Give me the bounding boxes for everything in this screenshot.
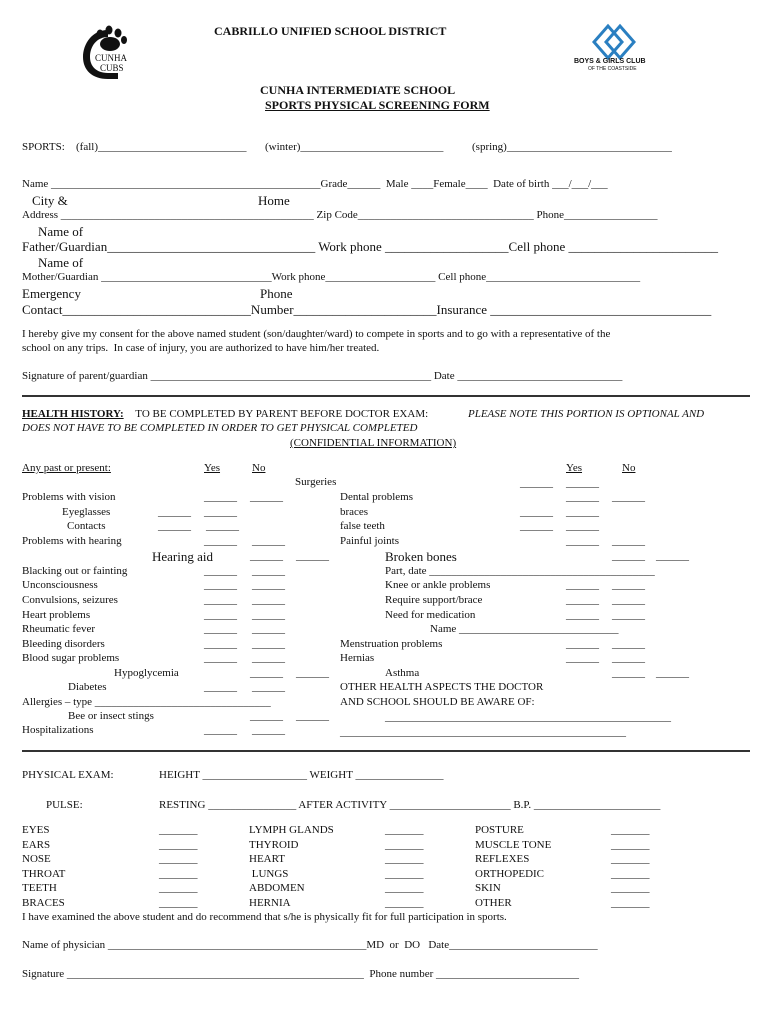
item-heart-problems: Heart problems <box>22 609 91 621</box>
item-surgeries: Surgeries <box>295 476 337 488</box>
item-eyeglasses: Eyeglasses <box>62 506 111 518</box>
exam-braces: BRACES <box>22 897 65 909</box>
consent-text-2: school on any trips. In case of injury, you are authorized to have him/her treated. <box>22 342 380 354</box>
physician-name-line[interactable]: Name of physician _______________________________________________MD or DO Date___________________________ <box>22 939 598 951</box>
sports-winter-field[interactable]: (winter)__________________________ <box>265 141 444 153</box>
item-bleeding-disorders: Bleeding disorders <box>22 638 105 650</box>
no-blank[interactable]: ______ <box>656 667 689 679</box>
health-history-note-1: PLEASE NOTE THIS PORTION IS OPTIONAL AND <box>468 408 705 420</box>
yes-blank[interactable]: ______ <box>566 491 599 503</box>
item-hernias: Hernias <box>340 652 375 664</box>
exam-heart: HEART <box>249 853 286 865</box>
item-blacking-out: Blacking out or fainting <box>22 565 128 577</box>
no-blank[interactable]: ______ <box>566 506 599 518</box>
item-diabetes: Diabetes <box>68 681 107 693</box>
exam-blank[interactable]: _______ <box>611 853 650 865</box>
emergency-label: Emergency <box>22 286 81 301</box>
yes-blank[interactable]: ______ <box>566 652 599 664</box>
health-history-heading: HEALTH HISTORY: <box>22 408 124 420</box>
yes-blank[interactable]: ______ <box>520 506 553 518</box>
no-blank[interactable]: ______ <box>204 506 237 518</box>
exam-thyroid: THYROID <box>249 839 299 851</box>
item-support-brace: Require support/brace <box>385 594 483 606</box>
no-blank[interactable]: ______ <box>566 520 599 532</box>
exam-blank[interactable]: _______ <box>385 868 424 880</box>
item-medication: Need for medication <box>385 609 476 621</box>
exam-nose: NOSE <box>22 853 51 865</box>
no-blank[interactable]: ______ <box>252 535 285 547</box>
pulse-label: PULSE: <box>46 799 83 811</box>
yes-blank[interactable]: ______ <box>204 623 237 635</box>
home-label: Home <box>258 193 290 208</box>
school-name: CUNHA INTERMEDIATE SCHOOL <box>260 83 456 97</box>
exam-blank[interactable]: _______ <box>611 868 650 880</box>
exam-skin: SKIN <box>475 882 501 894</box>
no-blank[interactable]: ______ <box>612 579 645 591</box>
emergency-contact-line[interactable]: Contact_____________________________Number______________________Insurance __________________________________ <box>22 302 712 317</box>
item-broken-bones: Broken bones <box>385 549 457 564</box>
exam-throat: THROAT <box>22 868 66 880</box>
exam-blank[interactable]: _______ <box>611 897 650 909</box>
father-guardian-line[interactable]: Father/Guardian________________________________ Work phone ___________________Cell phone _______________________ <box>22 239 718 254</box>
exam-blank[interactable]: _______ <box>159 868 198 880</box>
yes-blank[interactable]: ______ <box>204 579 237 591</box>
other-health-aspects-1: OTHER HEALTH ASPECTS THE DOCTOR <box>340 681 544 693</box>
other-aspects-line-2[interactable]: ____________________________________________________ <box>340 726 626 738</box>
exam-blank[interactable]: _______ <box>159 897 198 909</box>
exam-blank[interactable]: _______ <box>611 839 650 851</box>
item-hypoglycemia: Hypoglycemia <box>114 667 179 679</box>
no-blank[interactable]: ______ <box>612 535 645 547</box>
logo-text-cunha: CUNHA <box>95 53 128 63</box>
height-weight-line[interactable]: HEIGHT ___________________ WEIGHT ________________ <box>159 769 444 781</box>
yes-blank[interactable]: ______ <box>612 550 645 562</box>
no-blank[interactable]: ______ <box>296 550 329 562</box>
yes-blank[interactable]: ______ <box>566 535 599 547</box>
mother-guardian-line[interactable]: Mother/Guardian _______________________________Work phone____________________ Cell phone____________________________ <box>22 271 641 283</box>
phone-label: Phone <box>260 286 293 301</box>
yes-blank[interactable]: ______ <box>204 491 237 503</box>
yes-header-right: Yes <box>566 462 583 474</box>
boys-girls-club-logo <box>572 20 672 76</box>
no-blank[interactable]: ______ <box>296 710 329 722</box>
no-blank[interactable]: ______ <box>612 491 645 503</box>
no-blank[interactable]: ______ <box>252 594 285 606</box>
item-problems-vision: Problems with vision <box>22 491 116 503</box>
district-title: CABRILLO UNIFIED SCHOOL DISTRICT <box>214 24 447 38</box>
exam-blank[interactable]: _______ <box>385 839 424 851</box>
logo-text-cubs: CUBS <box>100 63 124 73</box>
exam-eyes: EYES <box>22 824 50 836</box>
address-line[interactable]: Address ______________________________________________ Zip Code________________________________ Phone_________________ <box>22 209 658 221</box>
no-blank[interactable]: ______ <box>612 609 645 621</box>
exam-teeth: TEETH <box>22 882 57 894</box>
any-past-label: Any past or present: <box>22 462 111 474</box>
yes-blank[interactable]: ______ <box>250 667 283 679</box>
exam-blank[interactable]: _______ <box>159 853 198 865</box>
yes-blank[interactable]: ______ <box>204 535 237 547</box>
club-subtitle: OF THE COASTSIDE <box>588 66 637 72</box>
pulse-line[interactable]: RESTING ________________ AFTER ACTIVITY ______________________ B.P. _______________________ <box>159 799 661 811</box>
item-asthma: Asthma <box>385 667 420 679</box>
no-blank[interactable]: ______ <box>206 520 239 532</box>
confidential-label: (CONFIDENTIAL INFORMATION) <box>290 437 457 449</box>
exam-blank[interactable]: _______ <box>159 882 198 894</box>
exam-blank[interactable]: _______ <box>159 839 198 851</box>
no-blank[interactable]: ______ <box>566 477 599 489</box>
item-convulsions: Convulsions, seizures <box>22 594 118 606</box>
sports-label: SPORTS: <box>22 141 65 153</box>
parent-signature-line[interactable]: Signature of parent/guardian ___________________________________________________ Date ______________________________ <box>22 370 623 382</box>
yes-blank[interactable]: ______ <box>520 520 553 532</box>
yes-blank[interactable]: ______ <box>204 609 237 621</box>
yes-blank[interactable]: ______ <box>204 681 237 693</box>
consent-text-1: I hereby give my consent for the above named student (son/daughter/ward) to compete in sports and to go with a representative of the <box>22 328 611 340</box>
name-of-label-1: Name of <box>38 224 84 239</box>
yes-blank[interactable]: ______ <box>204 565 237 577</box>
city-label: City & <box>32 193 68 208</box>
yes-blank[interactable]: ______ <box>204 638 237 650</box>
exam-other: OTHER <box>475 897 512 909</box>
item-menstruation: Menstruation problems <box>340 638 443 650</box>
item-hospitalizations: Hospitalizations <box>22 724 94 736</box>
no-blank[interactable]: ______ <box>612 652 645 664</box>
no-blank[interactable]: ______ <box>612 594 645 606</box>
no-blank[interactable]: ______ <box>252 565 285 577</box>
item-allergies[interactable]: Allergies – type ________________________________ <box>22 696 271 708</box>
yes-blank[interactable]: ______ <box>566 579 599 591</box>
yes-blank[interactable]: ______ <box>566 594 599 606</box>
exam-hernia: HERNIA <box>249 897 291 909</box>
health-history-note-2: DOES NOT HAVE TO BE COMPLETED IN ORDER TO GET PHYSICAL COMPLETED <box>22 422 418 434</box>
item-blood-sugar: Blood sugar problems <box>22 652 120 664</box>
sports-spring-field[interactable]: (spring)______________________________ <box>472 141 672 153</box>
exam-lungs: LUNGS <box>249 868 289 880</box>
exam-blank[interactable]: _______ <box>385 882 424 894</box>
yes-blank[interactable]: ______ <box>566 609 599 621</box>
other-aspects-line-1[interactable]: ____________________________________________________ <box>385 711 671 723</box>
club-name: BOYS & GIRLS CLUB <box>574 58 646 65</box>
item-medication-name[interactable]: Name _____________________________ <box>430 623 619 635</box>
no-blank[interactable]: ______ <box>250 491 283 503</box>
exam-blank[interactable]: _______ <box>159 824 198 836</box>
yes-header-left: Yes <box>204 462 221 474</box>
item-braces: braces <box>340 506 369 518</box>
item-problems-hearing: Problems with hearing <box>22 535 122 547</box>
yes-blank[interactable]: ______ <box>158 520 191 532</box>
item-dental-problems: Dental problems <box>340 491 414 503</box>
item-contacts: Contacts <box>67 520 106 532</box>
no-blank[interactable]: ______ <box>252 638 285 650</box>
no-header-left: No <box>252 462 266 474</box>
no-blank[interactable]: ______ <box>656 550 689 562</box>
yes-blank[interactable]: ______ <box>204 724 237 736</box>
yes-blank[interactable]: ______ <box>612 667 645 679</box>
exam-lymph-glands: LYMPH GLANDS <box>249 824 334 836</box>
exam-abdomen: ABDOMEN <box>249 882 305 894</box>
item-part-date[interactable]: Part, date _________________________________________ <box>385 565 655 577</box>
sports-fall-field[interactable]: (fall)___________________________ <box>76 141 247 153</box>
student-name-line[interactable]: Name _________________________________________________Grade______ Male ____Female____ Date of birth ___/___/___ <box>22 178 608 190</box>
yes-blank[interactable]: ______ <box>520 477 553 489</box>
no-header-right: No <box>622 462 636 474</box>
divider-1 <box>22 395 750 397</box>
no-blank[interactable]: ______ <box>252 681 285 693</box>
no-blank[interactable]: ______ <box>296 667 329 679</box>
boys-girls-club-icon <box>572 20 672 60</box>
item-bee-stings: Bee or insect stings <box>68 710 154 722</box>
exam-posture: POSTURE <box>475 824 524 836</box>
exam-blank[interactable]: _______ <box>611 882 650 894</box>
physical-exam-label: PHYSICAL EXAM: <box>22 769 114 781</box>
no-blank[interactable]: ______ <box>612 638 645 650</box>
item-rheumatic-fever: Rheumatic fever <box>22 623 95 635</box>
exam-ears: EARS <box>22 839 51 851</box>
exam-blank[interactable]: _______ <box>385 897 424 909</box>
divider-2 <box>22 750 750 752</box>
exam-reflexes: REFLEXES <box>475 853 530 865</box>
item-knee-ankle: Knee or ankle problems <box>385 579 491 591</box>
no-blank[interactable]: ______ <box>252 609 285 621</box>
item-hearing-aid: Hearing aid <box>152 549 214 564</box>
exam-blank[interactable]: _______ <box>385 824 424 836</box>
name-of-label-2: Name of <box>38 255 84 270</box>
yes-blank[interactable]: ______ <box>250 550 283 562</box>
cunha-cubs-logo <box>80 24 140 82</box>
item-unconsciousness: Unconsciousness <box>22 579 98 591</box>
exam-blank[interactable]: _______ <box>611 824 650 836</box>
no-blank[interactable]: ______ <box>252 724 285 736</box>
physician-statement: I have examined the above student and do recommend that s/he is physically fit for full participation in sports. <box>22 911 507 923</box>
yes-blank[interactable]: ______ <box>250 710 283 722</box>
no-blank[interactable]: ______ <box>252 623 285 635</box>
yes-blank[interactable]: ______ <box>204 652 237 664</box>
form-title: SPORTS PHYSICAL SCREENING FORM <box>265 98 490 112</box>
yes-blank[interactable]: ______ <box>158 506 191 518</box>
yes-blank[interactable]: ______ <box>204 594 237 606</box>
exam-blank[interactable]: _______ <box>385 853 424 865</box>
other-health-aspects-2: AND SCHOOL SHOULD BE AWARE OF: <box>340 696 535 708</box>
item-painful-joints: Painful joints <box>340 535 399 547</box>
item-false-teeth: false teeth <box>340 520 385 532</box>
exam-muscle-tone: MUSCLE TONE <box>475 839 552 851</box>
no-blank[interactable]: ______ <box>252 652 285 664</box>
no-blank[interactable]: ______ <box>252 579 285 591</box>
physician-signature-line[interactable]: Signature ______________________________________________________ Phone number __________________________ <box>22 968 580 980</box>
health-history-instruction: TO BE COMPLETED BY PARENT BEFORE DOCTOR EXAM: <box>130 408 431 420</box>
yes-blank[interactable]: ______ <box>566 638 599 650</box>
exam-orthopedic: ORTHOPEDIC <box>475 868 545 880</box>
